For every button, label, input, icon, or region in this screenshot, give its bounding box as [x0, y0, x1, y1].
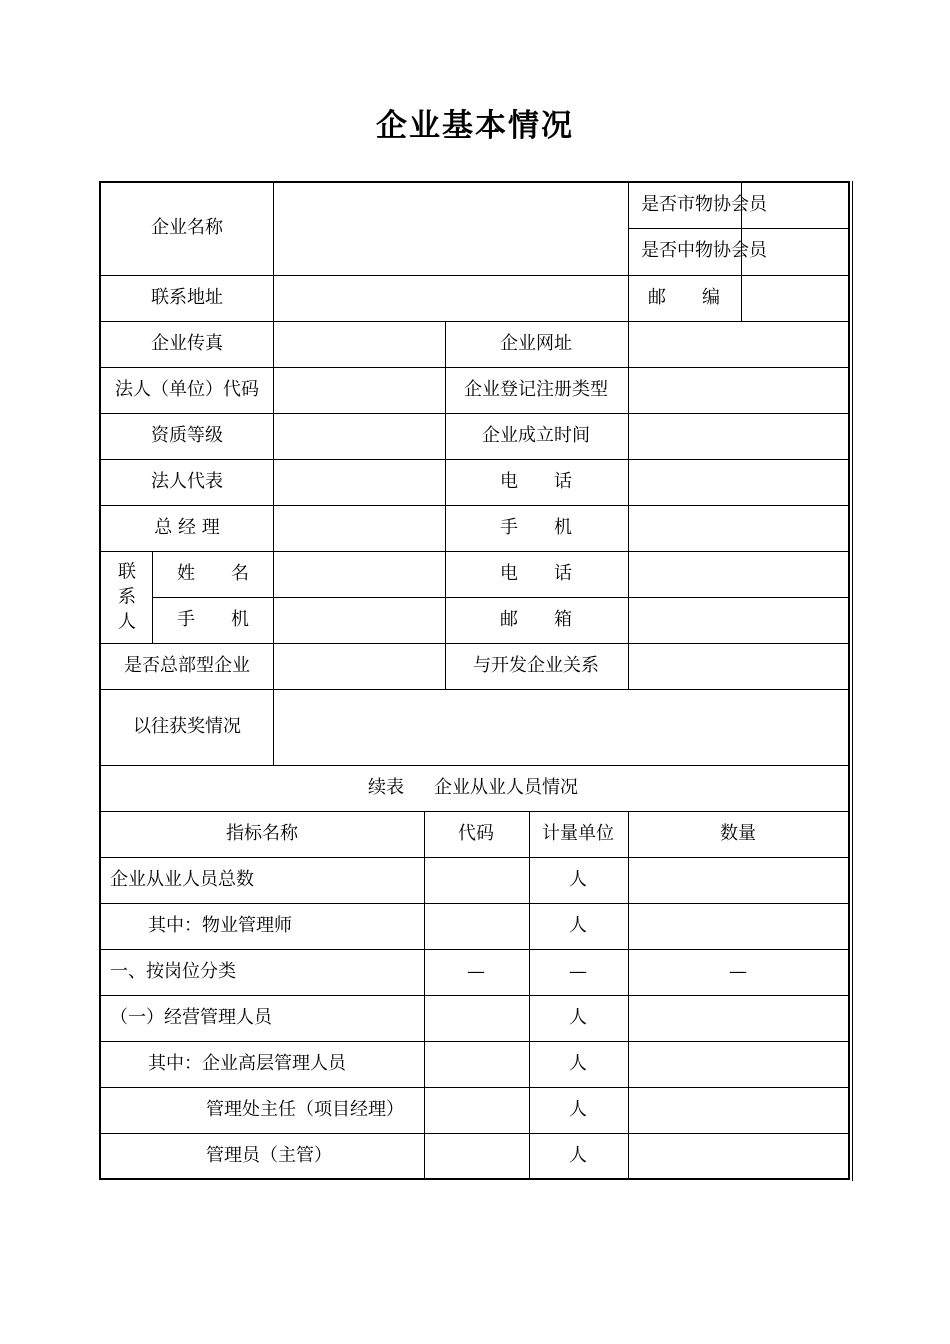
label-fax: 企业传真 — [151, 333, 223, 354]
label-city-member: 是否市物协会员 — [641, 194, 767, 215]
row-divider — [100, 367, 849, 368]
label-enterprise-name: 企业名称 — [151, 217, 223, 238]
label-general-manager: 总 经 理 — [154, 517, 220, 538]
staff-row-name: 其中：物业管理师 — [148, 915, 292, 936]
label-website: 企业网址 — [500, 333, 572, 354]
label-mobile: 手 机 — [500, 517, 572, 538]
staff-row-unit: — — [569, 961, 587, 982]
staff-row-unit: 人 — [569, 1099, 587, 1120]
staff-row-unit: 人 — [569, 915, 587, 936]
staff-row-qty: — — [729, 961, 747, 982]
label-contact-phone: 电 话 — [500, 563, 572, 584]
label-legal-rep: 法人代表 — [151, 471, 223, 492]
column-divider — [852, 181, 853, 1181]
row-divider — [100, 1087, 849, 1088]
staff-row-unit: 人 — [569, 1007, 587, 1028]
staff-header: 计量单位 — [542, 823, 614, 844]
staff-row-name: 企业从业人员总数 — [110, 869, 254, 890]
caption-title: 企业从业人员情况 — [434, 777, 578, 798]
column-divider — [273, 183, 274, 765]
label-china-member: 是否中物协会员 — [641, 240, 767, 261]
staff-header: 指标名称 — [226, 823, 298, 844]
staff-row-name: 管理处主任（项目经理） — [206, 1099, 404, 1120]
row-divider — [100, 413, 849, 414]
row-divider — [628, 228, 849, 229]
row-divider — [152, 597, 849, 598]
column-divider — [152, 551, 153, 643]
label-contact-mobile: 手 机 — [177, 609, 249, 630]
label-postcode: 邮 编 — [648, 287, 720, 308]
label-contact-person: 联系人 — [118, 561, 136, 633]
row-divider — [100, 689, 849, 690]
label-headquarters: 是否总部型企业 — [124, 655, 250, 676]
row-divider — [100, 995, 849, 996]
label-qualification: 资质等级 — [151, 425, 223, 446]
column-divider — [424, 811, 425, 1179]
row-divider — [100, 765, 849, 766]
row-divider — [100, 275, 849, 276]
row-divider — [100, 459, 849, 460]
staff-header: 代码 — [458, 823, 494, 844]
row-divider — [100, 321, 849, 322]
row-divider — [100, 505, 849, 506]
label-phone: 电 话 — [500, 471, 572, 492]
staff-row-name: 一、按岗位分类 — [110, 961, 236, 982]
staff-header: 数量 — [720, 823, 756, 844]
staff-row-code: — — [467, 961, 485, 982]
staff-row-name: （一）经营管理人员 — [110, 1007, 272, 1028]
column-divider — [445, 321, 446, 689]
row-divider — [100, 949, 849, 950]
label-legal-code: 法人（单位）代码 — [115, 379, 259, 400]
row-divider — [100, 643, 849, 644]
row-divider — [100, 1041, 849, 1042]
row-divider — [100, 857, 849, 858]
label-developer-relation: 与开发企业关系 — [473, 655, 599, 676]
label-past-awards: 以往获奖情况 — [133, 716, 241, 737]
caption-prefix: 续表 — [368, 777, 404, 798]
label-contact-address: 联系地址 — [151, 287, 223, 308]
column-divider — [628, 811, 629, 1179]
label-established: 企业成立时间 — [482, 425, 590, 446]
row-divider — [100, 903, 849, 904]
column-divider — [529, 811, 530, 1179]
row-divider — [100, 1133, 849, 1134]
staff-row-name: 管理员（主管） — [206, 1145, 332, 1166]
staff-row-name: 其中：企业高层管理人员 — [148, 1053, 346, 1074]
row-divider — [100, 811, 849, 812]
row-divider — [100, 551, 849, 552]
label-contact-email: 邮 箱 — [500, 609, 572, 630]
page-title: 企业基本情况 — [376, 108, 574, 144]
column-divider — [628, 183, 629, 689]
enterprise-form-table — [99, 181, 850, 1180]
label-contact-name: 姓 名 — [177, 563, 249, 584]
staff-row-unit: 人 — [569, 1145, 587, 1166]
staff-row-unit: 人 — [569, 1053, 587, 1074]
label-registration-type: 企业登记注册类型 — [464, 379, 608, 400]
staff-row-unit: 人 — [569, 869, 587, 890]
